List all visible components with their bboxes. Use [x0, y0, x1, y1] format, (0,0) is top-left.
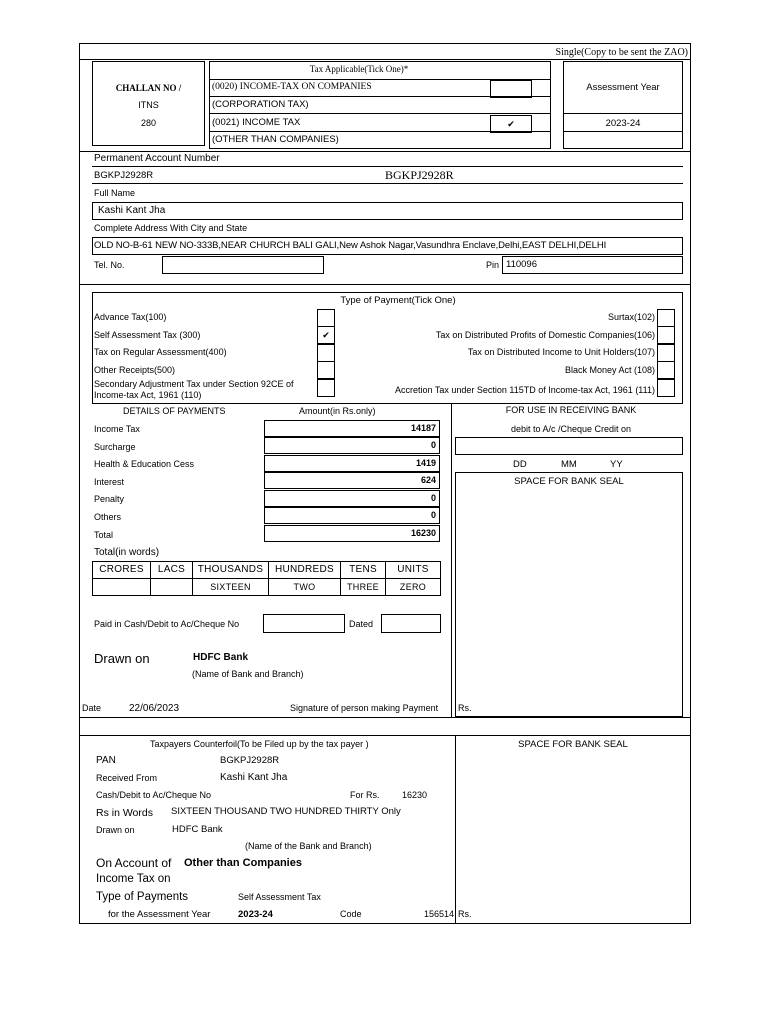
distributed-income-label: Tax on Distributed Income to Unit Holders(107)	[467, 347, 655, 357]
regular-assessment-label: Tax on Regular Assessment(400)	[94, 347, 227, 357]
cf-cash-label: Cash/Debit to Ac/Cheque No	[96, 790, 212, 800]
interest-amount[interactable]: 624	[264, 472, 440, 489]
assessment-year-label: Assessment Year	[586, 82, 660, 93]
tax-applicable-label: Tax Applicable(Tick One)*	[309, 64, 409, 74]
drawn-on-bank-note: (Name of Bank and Branch)	[192, 669, 304, 679]
tick-box-0021[interactable]: ✔	[490, 115, 532, 133]
income-tax-label: Income Tax	[94, 424, 140, 434]
words-header-units: UNITS	[385, 561, 441, 579]
words-value-crores	[92, 578, 151, 596]
others-amount[interactable]: 0	[264, 507, 440, 524]
address-value: OLD NO-B-61 NEW NO-333B,NEAR CHURCH BALI GALI,New Ashok Nagar,Vasundhra Enclave,Delhi,EAST DELHI,DELHI	[94, 240, 607, 251]
other-receipts-checkbox[interactable]	[317, 361, 335, 379]
self-assessment-label: Self Assessment Tax (300)	[94, 330, 201, 340]
divider	[79, 735, 691, 736]
cf-type-value: Self Assessment Tax	[238, 892, 321, 902]
mm-label: MM	[561, 459, 577, 470]
total-label: Total	[94, 530, 114, 540]
total-words-label: Total(in words)	[94, 547, 160, 558]
drawn-on-bank: HDFC Bank	[193, 652, 249, 663]
assessment-year-value: 2023-24	[605, 118, 641, 129]
surtax-checkbox[interactable]	[657, 309, 675, 327]
penalty-amount[interactable]: 0	[264, 490, 440, 507]
distributed-profits-label: Tax on Distributed Profits of Domestic Companies(106)	[435, 330, 655, 340]
words-value-thousands: SIXTEEN	[192, 578, 269, 596]
tel-label: Tel. No.	[94, 260, 125, 270]
cf-words-value: SIXTEEN THOUSAND TWO HUNDRED THIRTY Only	[171, 806, 401, 817]
secondary-adjustment-label-2: Income-tax Act, 1961 (110)	[94, 390, 202, 400]
cf-drawn-value: HDFC Bank	[172, 824, 223, 835]
date-label: Date	[82, 703, 102, 713]
words-header-thousands: THOUSANDS	[192, 561, 269, 579]
cf-on-account-label: On Account of	[96, 856, 172, 870]
divider	[563, 113, 683, 114]
pin-label: Pin	[486, 260, 500, 270]
cf-words-label: Rs in Words	[96, 807, 153, 819]
cf-received-value: Kashi Kant Jha	[220, 772, 288, 783]
date-value: 22/06/2023	[129, 703, 180, 714]
details-title: DETAILS OF PAYMENTS	[123, 406, 226, 416]
surcharge-amount[interactable]: 0	[264, 437, 440, 454]
pan-value-large: BGKPJ2928R	[385, 168, 454, 182]
address-label: Complete Address With City and State	[94, 223, 248, 233]
black-money-checkbox[interactable]	[657, 361, 675, 379]
pan-label: Permanent Account Number	[94, 153, 220, 164]
pin-value: 110096	[506, 259, 537, 270]
cess-amount[interactable]: 1419	[264, 455, 440, 472]
rs-label: Rs.	[458, 703, 472, 713]
surtax-label: Surtax(102)	[607, 312, 655, 322]
words-header-tens: TENS	[340, 561, 386, 579]
tel-field[interactable]	[162, 256, 324, 274]
cf-pan-value: BGKPJ2928R	[220, 755, 280, 766]
cf-on-account-value: Other than Companies	[184, 857, 302, 869]
cf-income-tax-on: Income Tax on	[96, 873, 171, 885]
cf-code-label: Code	[340, 909, 362, 919]
cf-rs-label: Rs.	[458, 909, 472, 919]
cf-drawn-label: Drawn on	[96, 825, 135, 835]
accretion-tax-checkbox[interactable]	[657, 379, 675, 397]
cf-code-value: 156514	[423, 909, 454, 919]
assessment-year-box	[563, 61, 683, 149]
advance-tax-checkbox[interactable]	[317, 309, 335, 327]
secondary-adjustment-label: Secondary Adjustment Tax under Section 92CE of	[94, 379, 294, 389]
words-header-hundreds: HUNDREDS	[268, 561, 341, 579]
cf-received-label: Received From	[96, 773, 158, 783]
challan-no-label: CHALLAN NO /	[115, 83, 182, 93]
divider	[451, 404, 452, 717]
bank-seal-area	[455, 472, 683, 717]
words-header-crores: CRORES	[92, 561, 151, 579]
words-value-tens: THREE	[340, 578, 386, 596]
secondary-adjustment-checkbox[interactable]	[317, 379, 335, 397]
distributed-profits-checkbox[interactable]	[657, 326, 675, 344]
words-value-hundreds: TWO	[268, 578, 341, 596]
paid-cash-label: Paid in Cash/Debit to Ac/Cheque No	[94, 619, 240, 629]
divider	[79, 151, 691, 152]
distributed-income-checkbox[interactable]	[657, 344, 675, 362]
yy-label: YY	[610, 459, 623, 470]
penalty-label: Penalty	[94, 494, 125, 504]
divider	[79, 59, 691, 60]
copy-note: Single(Copy to be sent the ZAO)	[555, 47, 688, 58]
words-header-lacs: LACS	[150, 561, 193, 579]
full-name-value: Kashi Kant Jha	[98, 205, 166, 216]
credit-date-field[interactable]	[455, 437, 683, 455]
cf-ay-value: 2023-24	[238, 909, 273, 920]
black-money-label: Black Money Act (108)	[564, 365, 655, 375]
dated-field[interactable]	[381, 614, 441, 633]
itns-number: 280	[140, 118, 157, 128]
tax-0020-sub: (CORPORATION TAX)	[212, 99, 309, 110]
amount-header: Amount(in Rs.only)	[299, 406, 376, 416]
regular-assessment-checkbox[interactable]	[317, 344, 335, 362]
divider	[455, 735, 456, 924]
cf-for-rs-value: 16230	[402, 790, 428, 800]
bank-use-title: FOR USE IN RECEIVING BANK	[505, 405, 637, 415]
tax-0021-label: (0021) INCOME TAX	[212, 117, 301, 128]
drawn-on-label: Drawn on	[94, 651, 150, 666]
tick-box-0020[interactable]	[490, 80, 532, 98]
divider	[563, 131, 683, 132]
others-label: Others	[94, 512, 122, 522]
advance-tax-label: Advance Tax(100)	[94, 312, 167, 322]
counterfoil-seal-label: SPACE FOR BANK SEAL	[518, 739, 628, 750]
income-tax-amount[interactable]: 14187	[264, 420, 440, 437]
payment-type-title: Type of Payment(Tick One)	[340, 295, 456, 306]
full-name-label: Full Name	[94, 188, 136, 198]
cf-pan-label: PAN	[96, 755, 116, 766]
divider	[209, 113, 551, 114]
bank-seal-label: SPACE FOR BANK SEAL	[514, 476, 624, 487]
cf-ay-label: for the Assessment Year	[108, 909, 211, 920]
divider	[92, 166, 683, 167]
total-amount[interactable]: 16230	[264, 525, 440, 542]
signature-label: Signature of person making Payment	[290, 703, 439, 713]
full-name-field[interactable]	[92, 202, 683, 220]
cess-label: Health & Education Cess	[94, 459, 195, 469]
words-value-lacs	[150, 578, 193, 596]
other-receipts-label: Other Receipts(500)	[94, 365, 176, 375]
words-value-units: ZERO	[385, 578, 441, 596]
cf-bank-note: (Name of the Bank and Branch)	[245, 841, 372, 851]
counterfoil-title: Taxpayers Counterfoil(To be Filed up by the tax payer )	[150, 739, 369, 749]
surcharge-label: Surcharge	[94, 442, 136, 452]
dd-label: DD	[513, 459, 527, 470]
divider	[79, 717, 691, 718]
cf-type-label: Type of Payments	[96, 891, 189, 903]
self-assessment-checkbox[interactable]: ✔	[317, 326, 335, 344]
debit-label: debit to A/c /Cheque Credit on	[510, 424, 632, 434]
dated-label: Dated	[349, 619, 374, 629]
tax-0020-label: (0020) INCOME-TAX ON COMPANIES	[212, 82, 372, 92]
divider	[92, 183, 683, 184]
itns-label: ITNS	[138, 100, 159, 110]
cf-for-rs-label: For Rs.	[350, 790, 380, 800]
divider	[79, 284, 691, 285]
tax-0021-sub: (OTHER THAN COMPANIES)	[212, 134, 339, 145]
accretion-tax-label: Accretion Tax under Section 115TD of Income-tax Act, 1961 (111)	[395, 385, 655, 395]
cheque-no-field[interactable]	[263, 614, 345, 633]
interest-label: Interest	[94, 477, 125, 487]
pan-value: BGKPJ2928R	[94, 170, 154, 181]
